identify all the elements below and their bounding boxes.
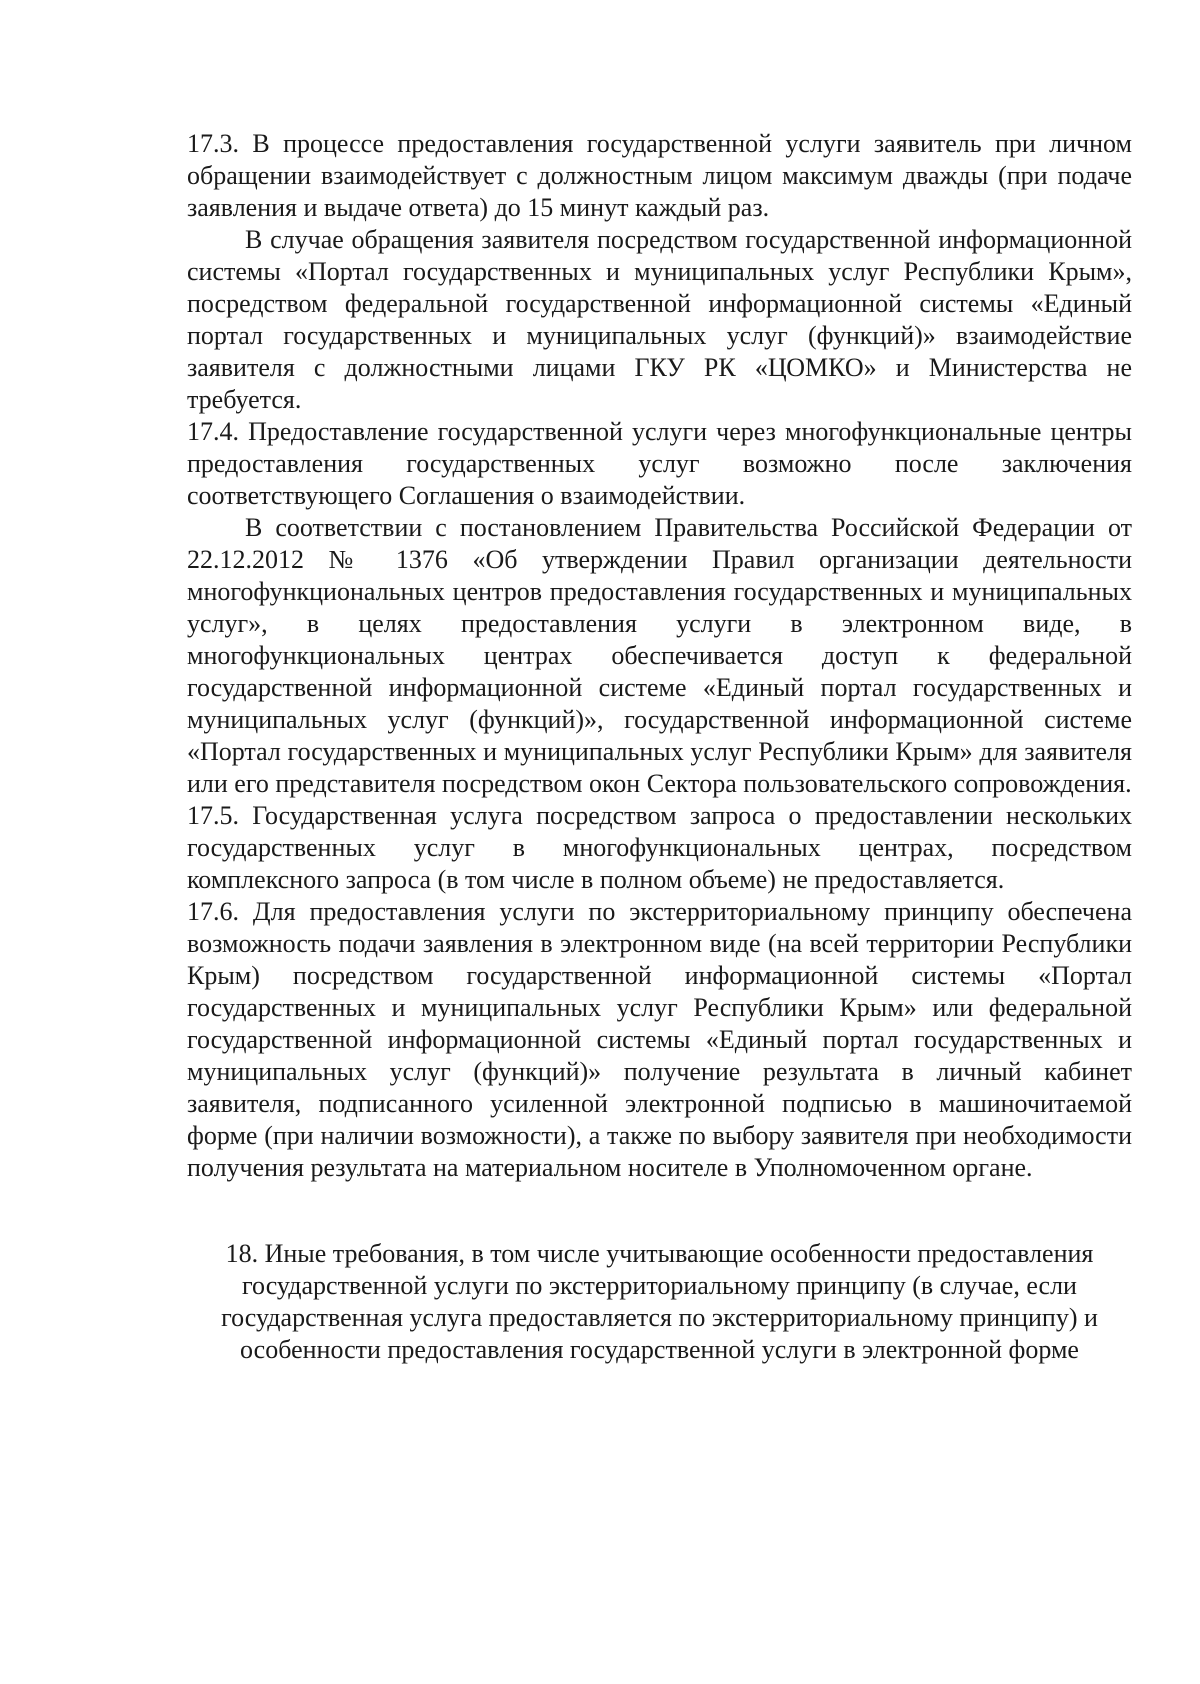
paragraph-17-3-portal: В случае обращения заявителя посредством государственной информационной системы «Портал государственных и муниципальных услуг Республики Крым», посредством федеральной государственной информационной системы «Единый портал государственных и муниципальных услуг (функций)» взаимодействие заявителя с должностными лицами ГКУ РК «ЦОМКО» и Министерства не требуется. [187, 225, 1132, 414]
paragraph-17-5: 17.5. Государственная услуга посредством запроса о предоставлении нескольких государственных услуг в многофункциональных центрах, посредством комплексного запроса (в том числе в полном объеме) не предоставляется. [187, 801, 1132, 894]
paragraph-17-4-resolution: В соответствии с постановлением Правительства Российской Федерации от 22.12.2012 № 1376 «Об утверждении Правил организации деятельности многофункциональных центров предоставления государственных и муниципальных услуг», в целях предоставления услуги в электронном виде, в многофункциональных центрах обеспечивается доступ к федеральной государственной информационной системе «Единый портал государственных и муниципальных услуг (функций)», государственной информационной системе «Портал государственных и муниципальных услуг Республики Крым» для заявителя или его представителя посредством окон Сектора пользовательского сопровождения. [187, 513, 1132, 798]
section-heading-18: 18. Иные требования, в том числе учитывающие особенности предоставления государственной услуги по экстерриториальному принципу (в случае, если государственная услуга предоставляется по экстерриториальному принципу) и особенности предоставления государственной услуги в электронной форме [221, 1239, 1098, 1364]
document-page [187, 128, 1132, 1366]
paragraph-17-6: 17.6. Для предоставления услуги по экстерриториальному принципу обеспечена возможность подачи заявления в электронном виде (на всей территории Республики Крым) посредством государственной информационной системы «Портал государственных и муниципальных услуг Республики Крым» или федеральной государственной информационной системы «Единый портал государственных и муниципальных услуг (функций)» получение результата в личный кабинет заявителя, подписанного усиленной электронной подписью в машиночитаемой форме (при наличии возможности), а также по выбору заявителя при необходимости получения результата на материальном носителе в Уполномоченном органе. [187, 897, 1132, 1182]
paragraph-17-4: 17.4. Предоставление государственной услуги через многофункциональные центры предоставления государственных услуг возможно после заключения соответствующего Соглашения о взаимодействии. [187, 417, 1132, 510]
paragraph-17-3: 17.3. В процессе предоставления государственной услуги заявитель при личном обращении взаимодействует с должностным лицом максимум дважды (при подаче заявления и выдаче ответа) до 15 минут каждый раз. [187, 129, 1132, 222]
